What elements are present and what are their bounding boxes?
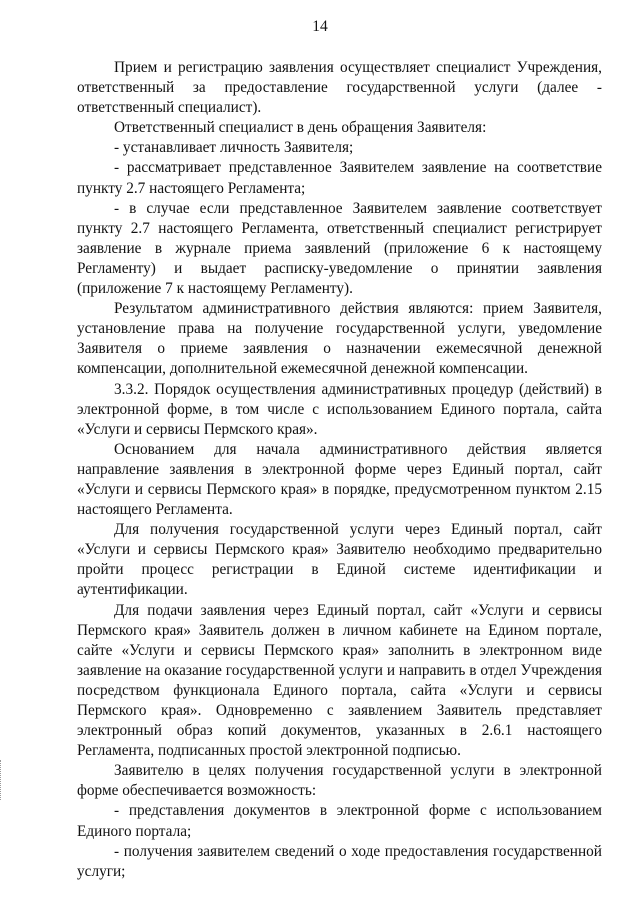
paragraph-section-3-3-2: 3.3.2. Порядок осуществления административных процедур (действий) в электронной форме, в том числе с использованием Единого портала, сайта «Услуги и сервисы Пермского края». (77, 380, 602, 438)
paragraph-specialist-intro: Ответственный специалист в день обращения Заявителя: (114, 119, 487, 137)
list-item-review: - рассматривает представленное Заявителем заявление на соответствие пункту 2.7 настоящего Регламента; (77, 159, 602, 197)
paragraph-result: Результатом административного действия являются: прием Заявителя, установление права на получение государственной услуги, уведомление Заявителя о приеме заявления о назначении ежемесячной денежной компенсации, дополнительной ежемесячной денежной компенсации. (77, 300, 602, 378)
list-item-identity: - устанавливает личность Заявителя; (114, 139, 354, 157)
list-item-registration: - в случае если представленное Заявителем заявление соответствует пункту 2.7 настоящего Регламента, ответственный специалист регистрирует заявление в журнале приема заявлений (приложение 6 к настоящему Регламенту) и выдает расписку-уведомление о принятии заявления (приложение 7 к настоящему Регламенту). (77, 199, 602, 298)
list-item-documents: - представления документов в электронной форме с использованием Единого портала; (77, 802, 602, 840)
paragraph-submission: Для подачи заявления через Единый портал, сайт «Услуги и сервисы Пермского края» Заявитель должен в личном кабинете на Едином портале, сайте «Услуги и сервисы Пермского края» заполнить в электронном виде заявление на оказание государственной услуги и направить в отдел Учреждения посредством функционала Единого портала, сайта «Услуги и сервисы Пермского края». Одновременно с заявлением Заявитель представляет электронный образ копий документов, указанных в 2.6.1 настоящего Регламента, подписанных простой электронной подписью. (77, 601, 602, 760)
paragraph-basis: Основанием для начала административного действия является направление заявления в электронной форме через Единый портал, сайт «Услуги и сервисы Пермского края» в порядке, предусмотренном пунктом 2.15 настоящего Регламента. (77, 440, 602, 519)
paragraph-registration-esia: Для получения государственной услуги через Единый портал, сайт «Услуги и сервисы Пермского края» Заявителю необходимо предварительно пройти процесс регистрации в Единой системе идентификации и аутентификации. (77, 521, 602, 599)
paragraph-reception: Прием и регистрацию заявления осуществляет специалист Учреждения, ответственный за предоставление государственной услуги (далее - ответственный специалист). (77, 59, 602, 117)
paragraph-capabilities: Заявителю в целях получения государственной услуги в электронной форме обеспечивается возможность: (77, 762, 602, 800)
page-number: 14 (312, 18, 328, 35)
document-body (77, 58, 602, 882)
list-item-status: - получения заявителем сведений о ходе предоставления государственной услуги; (77, 842, 602, 880)
scan-margin-mark (0, 760, 5, 800)
